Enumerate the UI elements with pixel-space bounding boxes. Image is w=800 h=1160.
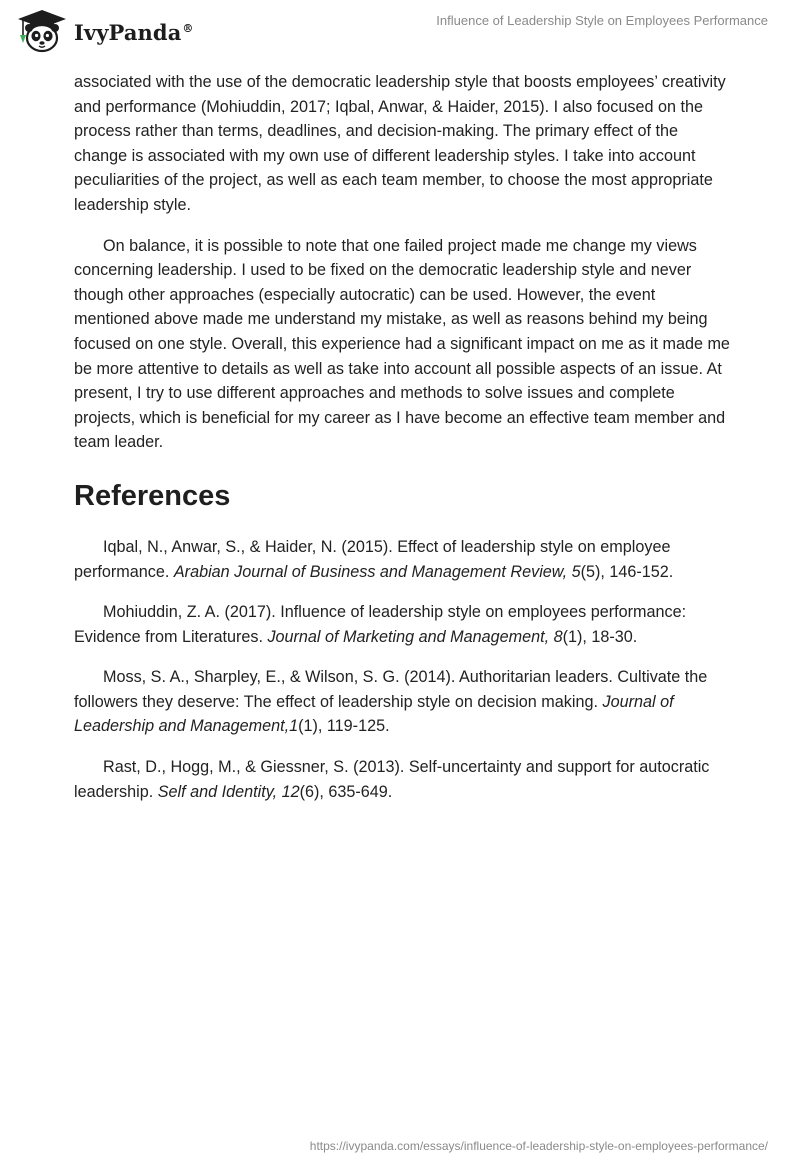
brand-logo[interactable]: [14, 8, 194, 54]
reference-item: [74, 535, 734, 584]
body-paragraph: On balance, it is possible to note that one failed project made me change my views concerning leadership. I used to be fixed on the democratic leadership style and never though other approaches (especially autocratic) can be used. However, the event mentioned above made me understand my mistake, as well as reasons behind my being focused on one style. Overall, this experience had a significant impact on me as it made me be more attentive to details as well as take into account all possible aspects of an issue. At present, I try to use different approaches and methods to solve issues and complete projects, which is beneficial for my career as I have become an effective team member and team leader.: [74, 236, 730, 452]
reference-item: [74, 600, 734, 649]
reference-details: (1), 119-125.: [298, 717, 390, 736]
reference-details: (5), 146-152.: [580, 562, 674, 581]
reference-journal: Arabian Journal of Business and Management Review, 5: [173, 562, 581, 581]
reference-details: (1), 18-30.: [562, 627, 638, 646]
registered-mark: ®: [182, 21, 194, 35]
reference-item: [74, 665, 734, 739]
reference-authors: Moss, S. A., Sharpley, E., & Wilson, S. G. (2014). Authoritarian leaders. Cultivate the followers they deserve: The effect of leadership style on decision making.: [74, 668, 708, 711]
brand-name: IvyPanda®: [74, 19, 194, 45]
reference-journal: Journal of Leadership and Management,1: [74, 692, 674, 736]
source-url[interactable]: https://ivypanda.com/essays/influence-of-leadership-style-on-employees-performance/: [309, 1139, 768, 1153]
reference-details: (6), 635-649.: [299, 782, 393, 801]
panda-graduate-icon: [14, 8, 70, 54]
body-paragraph: associated with the use of the democratic leadership style that boosts employees’ creativity and performance (Mohiuddin, 2017; Iqbal, Anwar, & Haider, 2015). I also focused on the process rather than terms, deadlines, and decision-making. The primary effect of the change is associated with my own use of different leadership styles. I take into account peculiarities of the project, as well as each team member, to choose the most appropriate leadership style.: [74, 73, 726, 214]
reference-authors: Rast, D., Hogg, M., & Giessner, S. (2013). Self-uncertainty and support for autocratic leadership.: [74, 758, 710, 801]
reference-journal: Self and Identity, 12: [157, 782, 300, 801]
running-title: Influence of Leadership Style on Employees Performance: [436, 13, 768, 28]
reference-item: [74, 755, 734, 804]
reference-journal: Journal of Marketing and Management, 8: [267, 627, 563, 646]
essay-content: [74, 70, 734, 820]
page-header: [0, 0, 800, 60]
references-heading: References: [74, 479, 231, 512]
reference-authors: Iqbal, N., Anwar, S., & Haider, N. (2015). Effect of leadership style on employee performance.: [74, 537, 671, 581]
reference-authors: Mohiuddin, Z. A. (2017). Influence of leadership style on employees performance: Evidence from Literatures.: [74, 603, 687, 646]
